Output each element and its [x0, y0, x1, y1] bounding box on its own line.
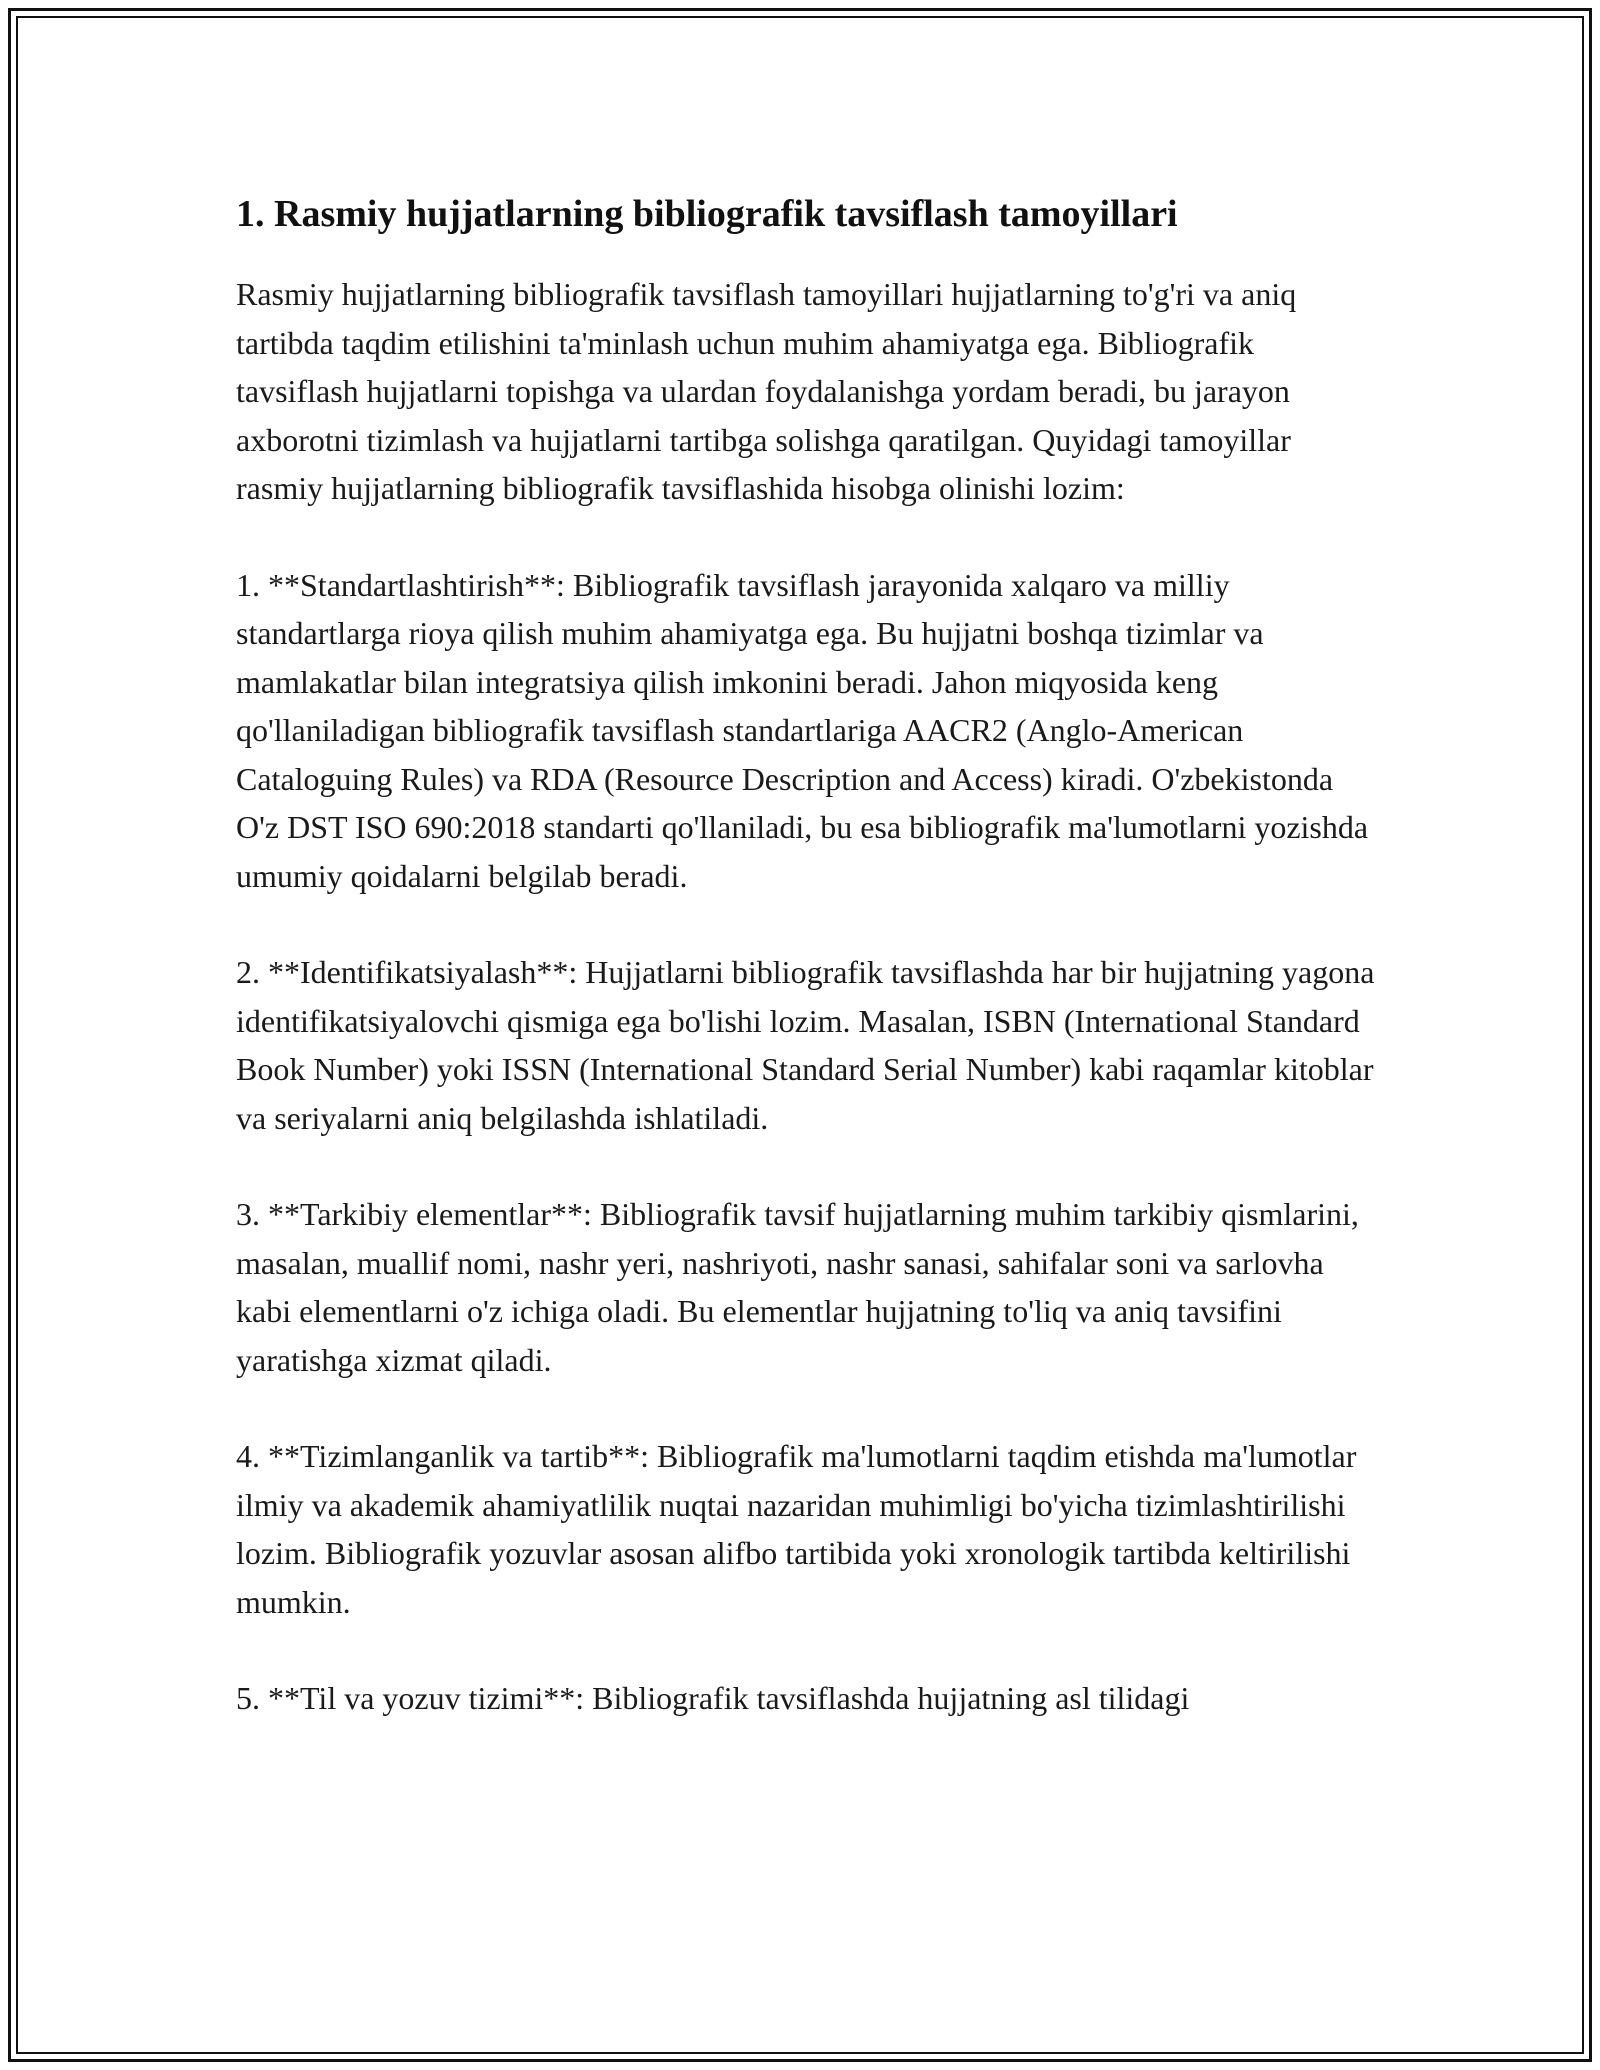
document-body	[236, 186, 1376, 1723]
principle-systematization: 4. **Tizimlanganlik va tartib**: Bibliografik ma'lumotlarni taqdim etishda ma'lumotlar ilmiy va akademik ahamiyatlilik nuqtai nazaridan muhimligi bo'yicha tizimlashtirilishi lozim. Bibliografik yozuvlar asosan alifbo tartibida yoki xronologik tartibda keltirilishi mumkin.	[236, 1438, 1357, 1620]
principle-language-script: 5. **Til va yozuv tizimi**: Bibliografik tavsiflashda hujjatning asl tilidagi	[236, 1680, 1190, 1716]
principle-identification: 2. **Identifikatsiyalash**: Hujjatlarni bibliografik tavsiflashda har bir hujjatning yagona identifikatsiyalovchi qismiga ega bo'lishi lozim. Masalan, ISBN (International Standard Book Number) yoki ISSN (International Standard Serial Number) kabi raqamlar kitoblar va seriyalarni aniq belgilashda ishlatiladi.	[236, 954, 1375, 1136]
principle-structural-elements: 3. **Tarkibiy elementlar**: Bibliografik tavsif hujjatlarning muhim tarkibiy qismlarini, masalan, muallif nomi, nashr yeri, nashriyoti, nashr sanasi, sahifalar soni va sarlovha kabi elementlarni o'z ichiga oladi. Bu elementlar hujjatning to'liq va aniq tavsifini yaratishga xizmat qiladi.	[236, 1196, 1359, 1378]
intro-paragraph: Rasmiy hujjatlarning bibliografik tavsiflash tamoyillari hujjatlarning to'g'ri va aniq tartibda taqdim etilishini ta'minlash uchun muhim ahamiyatga ega. Bibliografik tavsiflash hujjatlarni topishga va ulardan foydalanishga yordam beradi, bu jarayon axborotni tizimlash va hujjatlarni tartibga solishga qaratilgan. Quyidagi tamoyillar rasmiy hujjatlarning bibliografik tavsiflashida hisobga olinishi lozim:	[236, 276, 1297, 506]
section-title: 1. Rasmiy hujjatlarning bibliografik tavsiflash tamoyillari	[236, 193, 1178, 235]
principle-standardization: 1. **Standartlashtirish**: Bibliografik tavsiflash jarayonida xalqaro va milliy standartlarga rioya qilish muhim ahamiyatga ega. Bu hujjatni boshqa tizimlar va mamlakatlar bilan integratsiya qilish imkonini beradi. Jahon miqyosida keng qo'llaniladigan bibliografik tavsiflash standartlariga AACR2 (Anglo-American Cataloguing Rules) va RDA (Resource Description and Access) kiradi. O'zbekistonda O'z DST ISO 690:2018 standarti qo'llaniladi, bu esa bibliografik ma'lumotlarni yozishda umumiy qoidalarni belgilab beradi.	[236, 566, 1369, 894]
